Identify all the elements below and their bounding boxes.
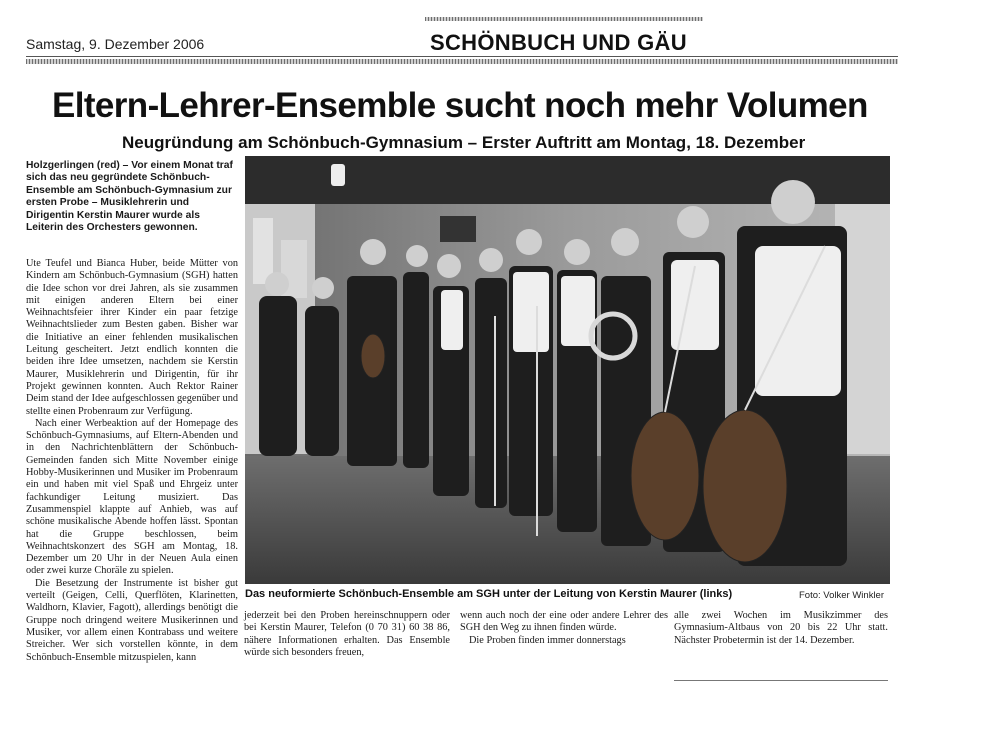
subheadline: Neugründung am Schönbuch-Gymnasium – Erster Auftritt am Montag, 18. Dezember	[122, 133, 806, 152]
photo-caption: Das neuformierte Schönbuch-Ensemble am SGH unter der Leitung von Kerstin Maurer (links)	[245, 588, 733, 600]
body-column-1	[26, 258, 238, 664]
body-paragraph: alle zwei Wochen im Musikzimmer des Gymnasium-Altbaus von 20 bis 22 Uhr statt. Nächster Probetermin ist der 14. Dezember.	[674, 610, 888, 646]
lead-paragraph: Holzgerlingen (red) – Vor einem Monat traf sich das neu gegründete Schönbuch-Ensemble am Schönbuch-Gymnasium zur ersten Probe – Musiklehrerin und Dirigentin Kerstin Maurer wurde als Leiterin des Orchesters gewonnen.	[26, 160, 233, 234]
header-hatch-band	[26, 59, 898, 64]
body-paragraph: Nach einer Werbeaktion auf der Homepage des Schönbuch-Gymnasiums, auf Eltern-Abenden und in den Nachrichtenblättern der Schönbuch-Gemeinden fanden sich Mitte November einige Hobby-Musikerinnen und Musiker im Probenraum ein und haben mit viel Spaß und Ehrgeiz unter fachkundiger Leitung musiziert. Das Zusammenspiel klappte auf Anhieb, was auf schöne musikalische Abende hoffen lässt. Spontan hat die Gruppe beschlossen, beim Weihnachtskonzert des SGH am Montag, 18. Dezember um 20 Uhr in der Neuen Aula einen oder zwei kurze Choräle zu spielen.	[26, 417, 238, 577]
header-rule	[26, 56, 898, 57]
section-title: SCHÖNBUCH UND GÄU	[430, 30, 687, 55]
ensemble-photo	[245, 156, 890, 584]
body-paragraph: Die Proben finden immer donnerstags	[469, 634, 626, 646]
body-paragraph: Ute Teufel und Bianca Huber, beide Mütter von Kindern am Schönbuch-Gymnasium (SGH) hatten die Idee schon vor drei Jahren, als sie zusammen mit einigen anderen Eltern bei einer Weihnachtsfeier ihrer Kinder ein paar fetzige Weihnachtslieder zum Besten gaben. Bisher war die Initiative an einer fehlenden musikalischen Leitung gescheitert. Jetzt endlich konnten die beiden ihre Idee umsetzen, nachdem sie Kerstin Maurer, Musiklehrerin und Dirigentin, für ihr Projekt gewinnen konnten. Auch Rektor Rainer Deim stand der Idee aufgeschlossen gegenüber und stellte einen Probenraum zur Verfügung.	[26, 258, 238, 417]
body-column-4	[674, 610, 888, 647]
body-column-2	[244, 610, 450, 659]
headline: Eltern-Lehrer-Ensemble sucht noch mehr Volumen	[52, 86, 868, 125]
photo-credit: Foto: Volker Winkler	[799, 590, 884, 601]
body-paragraph: Die Besetzung der Instrumente ist bisher gut verteilt (Geigen, Celli, Querflöten, Klarinetten, Waldhorn, Klavier, Fagott), allerdings benötigt die Gruppe noch dringend weitere Musikerinnen und Musiker, vor allem einen Kontrabass und weitere Streicher. Wer sich vorstellen könnte, in dem Schönbuch-Ensemble mitzuspielen, kann	[26, 577, 238, 663]
body-column-3	[460, 610, 668, 647]
body-paragraph: wenn auch noch der eine oder andere Lehrer des SGH den Weg zu ihnen finden würde.	[460, 610, 668, 634]
body-paragraph: jederzeit bei den Proben hereinschnuppern oder bei Kerstin Maurer, Telefon (0 70 31) 60 38 86, nähere Informationen erhalten. Das Ensemble würde sich besonders freuen,	[244, 610, 450, 658]
header-top-hatch	[425, 17, 703, 21]
header-date: Samstag, 9. Dezember 2006	[26, 36, 205, 52]
column-end-rule	[674, 680, 888, 681]
